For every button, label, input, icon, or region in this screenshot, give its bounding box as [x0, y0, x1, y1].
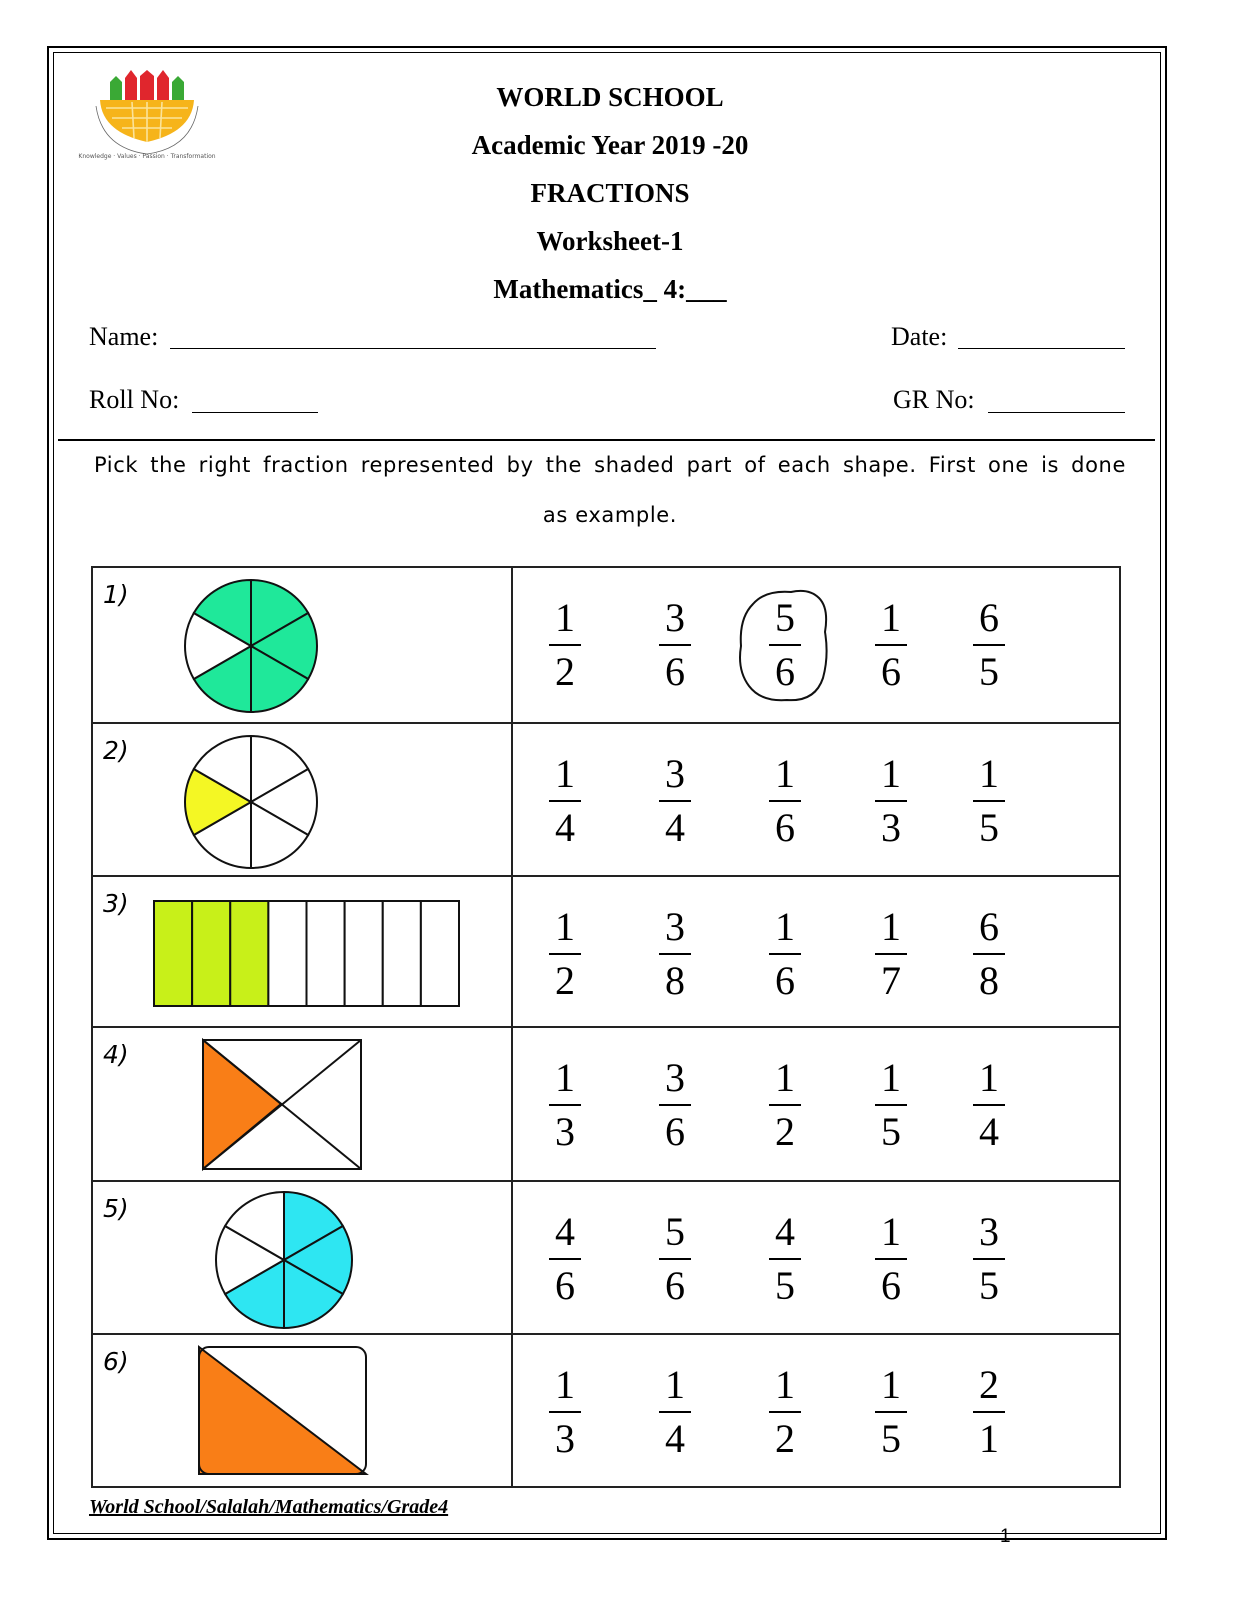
numerator: 3 [665, 751, 685, 797]
fraction-option[interactable] [869, 596, 913, 694]
instructions-line-1: Pick the right fraction represented by the shaded part of each shape. First one is done [94, 453, 1126, 477]
numerator: 3 [665, 1055, 685, 1101]
shape-cell [92, 1027, 512, 1180]
unshaded-part [383, 901, 421, 1006]
shape-cell [92, 876, 512, 1027]
fraction-option[interactable] [763, 905, 807, 1003]
denominator: 1 [979, 1415, 999, 1461]
fraction-bar [659, 1411, 691, 1413]
fraction-option[interactable] [653, 1056, 697, 1154]
options-cell [512, 876, 1120, 1027]
fraction-option[interactable] [763, 1056, 807, 1154]
options-cell [512, 723, 1120, 876]
shaded-part [192, 901, 230, 1006]
numerator: 1 [555, 595, 575, 640]
denominator: 8 [665, 958, 685, 1004]
denominator: 2 [555, 649, 575, 694]
fraction-option[interactable] [543, 1056, 587, 1154]
shape-cell [92, 567, 512, 723]
denominator: 6 [665, 1109, 685, 1155]
numerator: 3 [665, 595, 685, 640]
denominator: 6 [881, 649, 901, 694]
footer-text: World School/Salalah/Mathematics/Grade4 [89, 1496, 449, 1518]
fraction-bar [875, 800, 907, 802]
shape-cell [92, 1334, 512, 1487]
fraction-bar [549, 1258, 581, 1260]
fraction-option[interactable] [967, 905, 1011, 1003]
fraction-bar [875, 644, 907, 646]
topic-title: FRACTIONS [530, 178, 690, 208]
fraction-option[interactable] [763, 752, 807, 850]
roll-label: Roll No: [89, 385, 180, 414]
fraction-option[interactable] [869, 752, 913, 850]
denominator: 7 [881, 958, 901, 1004]
numerator: 3 [979, 1208, 999, 1254]
denominator: 6 [775, 805, 795, 851]
denominator: 2 [775, 1109, 795, 1155]
unshaded-part [307, 901, 345, 1006]
fraction-shape-rect-x [93, 1028, 511, 1181]
denominator: 4 [979, 1109, 999, 1155]
fraction-option[interactable] [763, 1210, 807, 1308]
fraction-option[interactable] [869, 905, 913, 1003]
options-cell [512, 1334, 1120, 1487]
fraction-option[interactable] [543, 905, 587, 1003]
fraction-shape-bar [93, 877, 511, 1028]
fraction-bar [973, 644, 1005, 646]
denominator: 6 [775, 649, 795, 694]
numerator: 1 [881, 595, 901, 640]
fraction-bar [659, 800, 691, 802]
numerator: 1 [881, 751, 901, 797]
fraction-bar [769, 1258, 801, 1260]
name-label: Name: [89, 322, 159, 351]
fraction-option[interactable] [869, 1363, 913, 1461]
fraction-shape-circle [93, 1182, 511, 1335]
numerator: 2 [979, 1361, 999, 1407]
fraction-bar [875, 953, 907, 955]
denominator: 3 [881, 805, 901, 851]
fraction-option[interactable] [967, 752, 1011, 850]
shape-cell [92, 723, 512, 876]
question-number: 2) [103, 736, 129, 766]
numerator: 1 [775, 1361, 795, 1407]
numerator: 1 [775, 1055, 795, 1101]
question-row [92, 1027, 1120, 1180]
denominator: 8 [979, 958, 999, 1004]
fraction-bar [973, 1258, 1005, 1260]
page-number: 1 [1000, 1526, 1011, 1547]
unshaded-part [345, 901, 383, 1006]
denominator: 5 [881, 1109, 901, 1155]
fraction-option[interactable] [543, 1363, 587, 1461]
numerator: 6 [979, 904, 999, 950]
numerator: 1 [979, 751, 999, 797]
numerator: 5 [665, 1208, 685, 1254]
fraction-bar [549, 644, 581, 646]
fraction-option[interactable] [653, 752, 697, 850]
fraction-option[interactable] [869, 1056, 913, 1154]
denominator: 5 [881, 1415, 901, 1461]
denominator: 6 [881, 1262, 901, 1308]
numerator: 1 [881, 904, 901, 950]
denominator: 6 [665, 1262, 685, 1308]
question-row [92, 1181, 1120, 1334]
question-row [92, 876, 1120, 1027]
denominator: 4 [665, 805, 685, 851]
header-divider [58, 439, 1155, 441]
fraction-option[interactable] [653, 1363, 697, 1461]
fraction-bar [973, 1411, 1005, 1413]
fraction-option[interactable] [543, 1210, 587, 1308]
question-number: 4) [103, 1040, 129, 1070]
fraction-bar [549, 1104, 581, 1106]
denominator: 5 [979, 1262, 999, 1308]
fraction-bar [769, 1411, 801, 1413]
fraction-bar [973, 1104, 1005, 1106]
denominator: 6 [775, 958, 795, 1004]
numerator: 1 [881, 1208, 901, 1254]
unshaded-part [421, 901, 459, 1006]
denominator: 4 [665, 1415, 685, 1461]
options-cell [512, 1027, 1120, 1180]
fraction-shape-circle [93, 724, 511, 877]
fraction-bar [659, 1258, 691, 1260]
subject-title: Mathematics_ 4:___ [493, 274, 727, 304]
fraction-bar [769, 800, 801, 802]
circle-stroke [740, 591, 827, 700]
fraction-option[interactable] [967, 1056, 1011, 1154]
question-number: 3) [103, 889, 129, 919]
question-row [92, 1334, 1120, 1487]
date-field[interactable] [958, 348, 1125, 349]
fraction-bar [659, 644, 691, 646]
numerator: 1 [555, 1055, 575, 1101]
fraction-bar [875, 1258, 907, 1260]
fraction-option[interactable] [543, 596, 587, 694]
numerator: 1 [555, 1361, 575, 1407]
fraction-option[interactable] [543, 752, 587, 850]
shaded-part [154, 901, 192, 1006]
fraction-bar [549, 800, 581, 802]
fraction-bar [659, 1104, 691, 1106]
fraction-shape-circle [93, 568, 511, 724]
question-number: 6) [103, 1346, 129, 1376]
fraction-bar [769, 1104, 801, 1106]
gr-label: GR No: [893, 385, 975, 414]
numerator: 1 [665, 1361, 685, 1407]
fraction-option[interactable] [653, 1210, 697, 1308]
fraction-option[interactable] [653, 905, 697, 1003]
logo-motto: Knowledge · Values · Passion · Transformation [78, 153, 216, 160]
date-label: Date: [891, 322, 948, 351]
fraction-option[interactable] [763, 1363, 807, 1461]
denominator: 5 [775, 1262, 795, 1308]
fraction-bar [875, 1411, 907, 1413]
numerator: 1 [775, 751, 795, 797]
question-row [92, 567, 1120, 723]
options-cell [512, 1181, 1120, 1334]
denominator: 6 [665, 649, 685, 694]
denominator: 5 [979, 649, 999, 694]
fraction-shape-rect-diag [93, 1335, 511, 1488]
numerator: 4 [555, 1208, 575, 1254]
denominator: 5 [979, 805, 999, 851]
name-field[interactable] [170, 348, 656, 349]
question-number: 1) [103, 580, 129, 609]
academic-year: Academic Year 2019 -20 [471, 130, 749, 160]
shape-cell [92, 1181, 512, 1334]
question-number: 5) [103, 1193, 129, 1223]
numerator: 5 [775, 595, 795, 640]
numerator: 1 [979, 1055, 999, 1101]
fraction-option[interactable] [967, 1210, 1011, 1308]
questions-table [91, 566, 1121, 1488]
numerator: 1 [881, 1361, 901, 1407]
answer-circle-mark [735, 586, 835, 706]
numerator: 1 [775, 904, 795, 950]
denominator: 3 [555, 1415, 575, 1461]
roll-field[interactable] [192, 412, 318, 413]
numerator: 1 [881, 1055, 901, 1101]
gr-field[interactable] [988, 412, 1125, 413]
question-row [92, 723, 1120, 876]
shaded-part [203, 1040, 281, 1169]
unshaded-part [268, 901, 306, 1006]
school-name: WORLD SCHOOL [496, 82, 724, 112]
denominator: 2 [555, 958, 575, 1004]
fraction-bar [973, 800, 1005, 802]
fraction-bar [769, 953, 801, 955]
denominator: 6 [555, 1262, 575, 1308]
numerator: 3 [665, 904, 685, 950]
options-cell [512, 567, 1120, 723]
fraction-bar [973, 953, 1005, 955]
instructions-line-2: as example. [542, 503, 678, 527]
school-logo [78, 70, 216, 160]
shaded-part [230, 901, 268, 1006]
numerator: 4 [775, 1208, 795, 1254]
shaded-part [199, 1347, 366, 1474]
fraction-bar [659, 953, 691, 955]
fraction-option[interactable] [869, 1210, 913, 1308]
fraction-option[interactable] [653, 596, 697, 694]
denominator: 3 [555, 1109, 575, 1155]
fraction-bar [549, 953, 581, 955]
numerator: 1 [555, 904, 575, 950]
denominator: 4 [555, 805, 575, 851]
worksheet-title: Worksheet-1 [536, 226, 684, 256]
fraction-option[interactable] [967, 596, 1011, 694]
denominator: 2 [775, 1415, 795, 1461]
fraction-option[interactable] [967, 1363, 1011, 1461]
fraction-bar [875, 1104, 907, 1106]
numerator: 1 [555, 751, 575, 797]
numerator: 6 [979, 595, 999, 640]
fraction-bar [549, 1411, 581, 1413]
